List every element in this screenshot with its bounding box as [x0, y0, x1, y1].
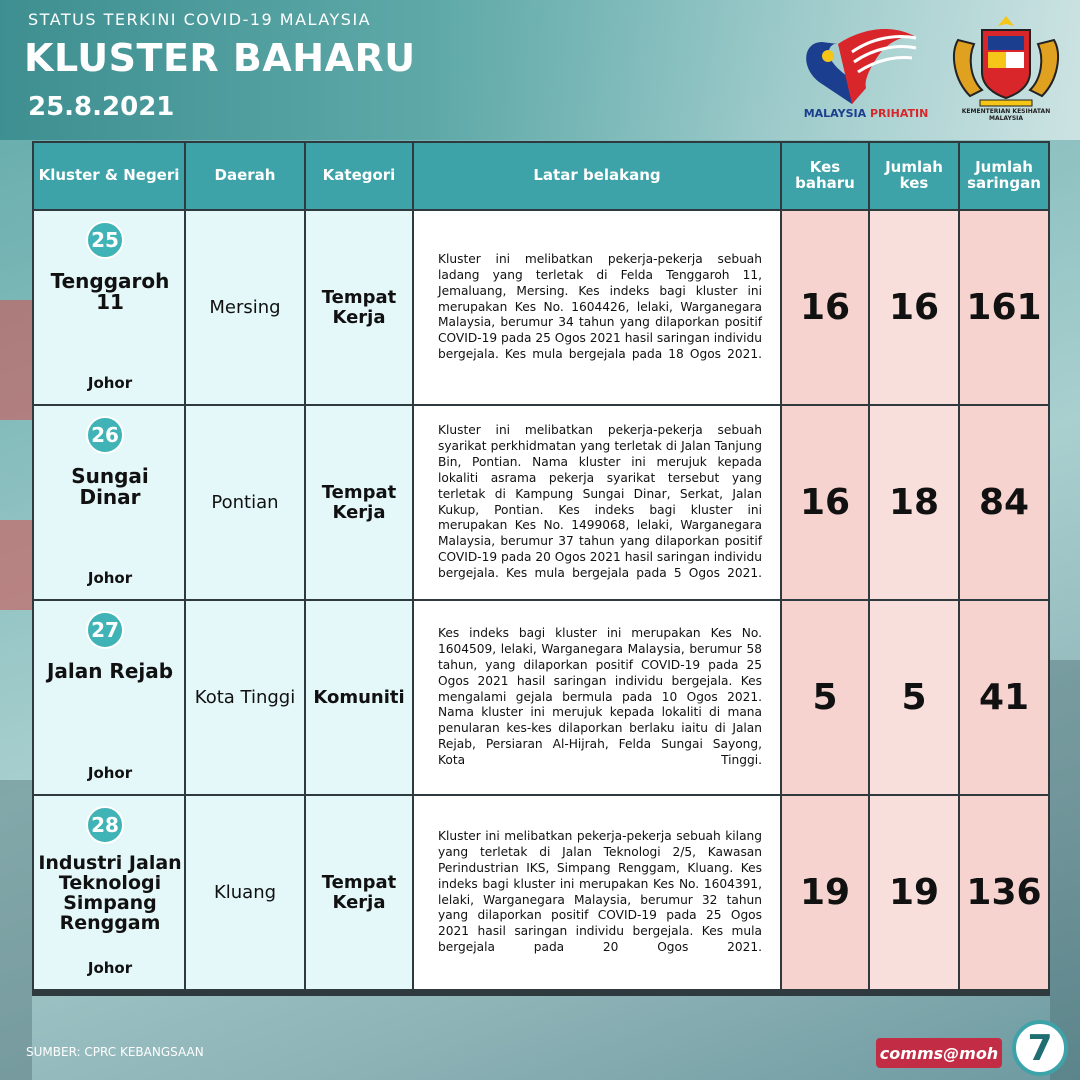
- cluster-name: Jalan Rejab: [46, 659, 174, 683]
- cell-latar: [414, 601, 780, 794]
- cluster-number-badge: 28: [86, 806, 124, 844]
- cell-kluster: [34, 796, 184, 989]
- cluster-number-badge: 25: [86, 221, 124, 259]
- page-title: KLUSTER BAHARU: [24, 36, 416, 80]
- cell-jumlah-saringan: 161: [960, 211, 1048, 404]
- cell-daerah: Kota Tinggi: [186, 601, 304, 794]
- page-number-badge: 7: [1012, 1020, 1068, 1076]
- cell-latar: [414, 796, 780, 989]
- cluster-state: Johor: [87, 374, 133, 392]
- cell-kes-baharu: 16: [782, 211, 868, 404]
- cell-jumlah-kes: 18: [870, 406, 958, 599]
- header-kategori: Kategori: [306, 143, 412, 209]
- prihatin-text-a: MALAYSIA: [803, 107, 867, 120]
- cell-kluster: [34, 406, 184, 599]
- table-row: [34, 796, 1048, 989]
- heart-icon: [792, 22, 940, 108]
- cell-kes-baharu: 19: [782, 796, 868, 989]
- cell-latar: [414, 406, 780, 599]
- cell-kluster: [34, 601, 184, 794]
- latar-text: Kes indeks bagi kluster ini merupakan Kes No. 1604509, lelaki, Warganegara Malaysia, berumur 58 tahun, yang dilaporkan positif COVID-19 pada 25 Ogos 2021 hasil saringan individu bergejala. Kes mengalami gejala bermula pada 10 Ogos 2021. Nama kluster ini merujuk kepada lokaliti di mana penularan kes-kes dilaporkan berlaku iaitu di Jalan Rejab, Persiaran Al-Hijrah, Felda Sungai Sayong, Kota Tinggi.: [438, 626, 762, 767]
- coat-of-arms-icon: [944, 10, 1068, 110]
- kkm-text: KEMENTERIAN KESIHATAN MALAYSIA: [961, 108, 1051, 122]
- comms-tag: comms@moh: [876, 1038, 1002, 1068]
- header-daerah: Daerah: [186, 143, 304, 209]
- cluster-name: Sungai Dinar: [71, 464, 149, 509]
- building-decoration: [0, 780, 32, 1080]
- cell-jumlah-saringan: 136: [960, 796, 1048, 989]
- latar-text: Kluster ini melibatkan pekerja-pekerja sebuah syarikat perkhidmatan yang terletak di Jalan Tanjung Bin, Pontian. Nama kluster ini merujuk kepada lokaliti asrama pekerja syarikat tersebut yang terletak di Kampung Sungai Dinar, Serkat, Jalan Kukup, Pontian. Kes indeks bagi kluster ini merupakan Kes No. 1499068, lelaki, Warganegara Malaysia, berumur 37 tahun yang dilaporkan positif COVID-19 pada 20 Ogos 2021 hasil saringan individu bergejala. Kes mula bergejala pada 5 Ogos 2021.: [438, 423, 762, 580]
- table-row: [34, 601, 1048, 794]
- table-header: [34, 143, 1048, 209]
- cluster-state: Johor: [87, 569, 133, 587]
- cell-jumlah-saringan: 84: [960, 406, 1048, 599]
- table-row: [34, 406, 1048, 599]
- cell-jumlah-kes: 5: [870, 601, 958, 794]
- cell-kategori: Tempat Kerja: [306, 796, 412, 989]
- cell-daerah: Mersing: [186, 211, 304, 404]
- malaysia-prihatin-logo: [792, 22, 940, 122]
- cluster-number-badge: 26: [86, 416, 124, 454]
- table-row: [34, 211, 1048, 404]
- cell-jumlah-kes: 16: [870, 211, 958, 404]
- cluster-table: [32, 141, 1050, 996]
- cell-kluster: [34, 211, 184, 404]
- cluster-number-badge: 27: [86, 611, 124, 649]
- cluster-state: Johor: [87, 764, 133, 782]
- source-note: SUMBER: CPRC KEBANGSAAN: [26, 1045, 204, 1059]
- building-decoration: [1050, 660, 1080, 1080]
- cell-kategori: Tempat Kerja: [306, 211, 412, 404]
- cell-kategori: Tempat Kerja: [306, 406, 412, 599]
- latar-text: Kluster ini melibatkan pekerja-pekerja sebuah kilang yang terletak di Jalan Teknologi 2/5, Kawasan Perindustrian IKS, Simpang Renggam, Kluang. Kes indeks bagi kluster ini merupakan Kes No. 1604391, lelaki, Warganegara Malaysia, berumur 32 tahun yang dilaporkan positif COVID-19 pada 25 Ogos 2021 hasil saringan individu bergejala. Kes mula bergejala pada 20 Ogos 2021.: [438, 829, 762, 955]
- header-subtitle: STATUS TERKINI COVID-19 MALAYSIA: [28, 10, 372, 29]
- header-kluster: Kluster & Negeri: [34, 143, 184, 209]
- header-kes-baharu: Kes baharu: [782, 143, 868, 209]
- page-date: 25.8.2021: [28, 92, 175, 122]
- cell-daerah: Pontian: [186, 406, 304, 599]
- latar-text: Kluster ini melibatkan pekerja-pekerja sebuah ladang yang terletak di Felda Tenggaroh 11, Jemaluang, Mersing. Kes indeks bagi kluster ini merupakan Kes No. 1604426, lelaki, Warganegara Malaysia, berumur 34 tahun yang dilaporkan positif COVID-19 pada 25 Ogos 2021 hasil saringan individu bergejala. Kes mula bergejala pada 18 Ogos 2021.: [438, 251, 762, 362]
- cell-jumlah-saringan: 41: [960, 601, 1048, 794]
- header-latar: Latar belakang: [414, 143, 780, 209]
- cell-kategori: Komuniti: [306, 601, 412, 794]
- cell-daerah: Kluang: [186, 796, 304, 989]
- cell-kes-baharu: 5: [782, 601, 868, 794]
- cell-latar: [414, 211, 780, 404]
- cell-jumlah-kes: 19: [870, 796, 958, 989]
- cluster-state: Johor: [87, 959, 133, 977]
- header-jumlah-saringan: Jumlah saringan: [960, 143, 1048, 209]
- kkm-crest-logo: [944, 10, 1068, 122]
- cell-kes-baharu: 16: [782, 406, 868, 599]
- cluster-name: Industri Jalan Teknologi Simpang Renggam: [38, 852, 182, 934]
- header-jumlah-kes: Jumlah kes: [870, 143, 958, 209]
- cluster-name: Tenggaroh 11: [50, 269, 170, 314]
- prihatin-text-b: PRIHATIN: [869, 107, 929, 120]
